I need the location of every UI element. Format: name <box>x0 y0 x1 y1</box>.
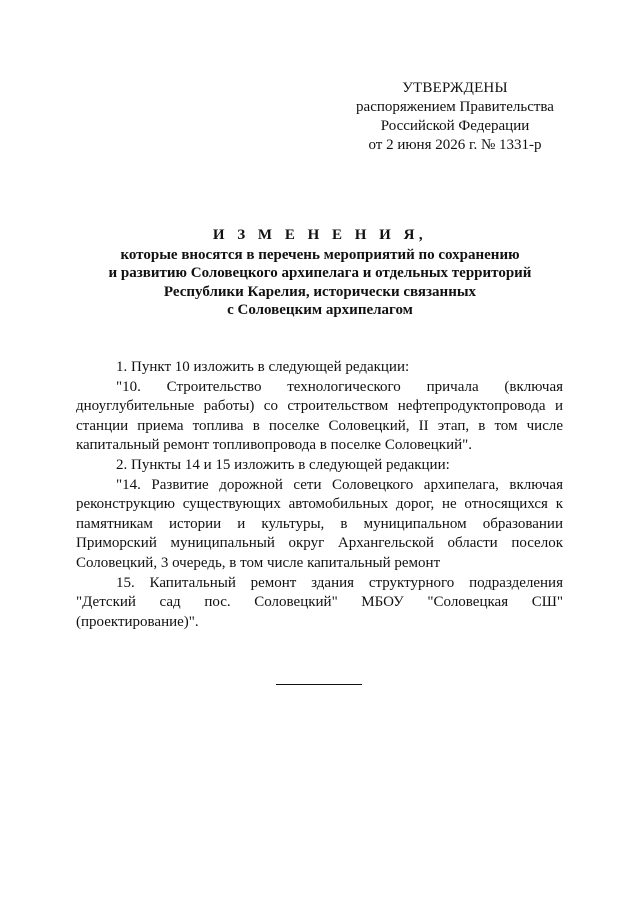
title-line-3: Республики Карелия, исторически связанных <box>163 283 477 300</box>
paragraph-5: 15. Капитальный ремонт здания структурного подразделения "Детский сад пос. Соловецкий" МБОУ "Соловецкая СШ" (проектирование)". <box>76 574 563 630</box>
paragraph-3: 2. Пункты 14 и 15 изложить в следующей редакции: <box>116 456 450 473</box>
paragraph-2: "10. Строительство технологического причала (включая дноуглубительные работы) со строительством нефтепродуктопровода и станции приема топлива в поселке Соловецкий, II этап, в том числе капитальный ремонт топливопровода в поселке Соловецкий". <box>76 378 563 454</box>
approval-line-1: распоряжением Правительства <box>356 99 554 115</box>
title-line-4: с Соловецким архипелагом <box>227 302 413 318</box>
approval-line-3: от 2 июня 2026 г. № 1331-р <box>368 137 542 153</box>
paragraph-4: "14. Развитие дорожной сети Соловецкого архипелага, включая реконструкцию существующих автомобильных дорог, не относящихся к памятникам истории и культуры, в муниципальном образовании Приморский муниципальный округ Архангельской области поселок Соловецкий, 3 очередь, в том числе капитальный ремонт <box>76 476 563 571</box>
document-body <box>76 358 563 632</box>
title-line-2: и развитию Соловецкого архипелага и отдельных территорий <box>108 265 532 281</box>
approval-block <box>340 79 570 155</box>
end-separator-line <box>276 684 362 685</box>
approval-heading: УТВЕРЖДЕНЫ <box>402 80 508 96</box>
document-title <box>60 226 580 320</box>
title-main: И З М Е Н Е Н И Я, <box>212 227 428 243</box>
paragraph-1: 1. Пункт 10 изложить в следующей редакции: <box>116 359 410 375</box>
title-line-1: которые вносятся в перечень мероприятий по сохранению <box>120 246 520 263</box>
approval-line-2: Российской Федерации <box>380 118 530 134</box>
